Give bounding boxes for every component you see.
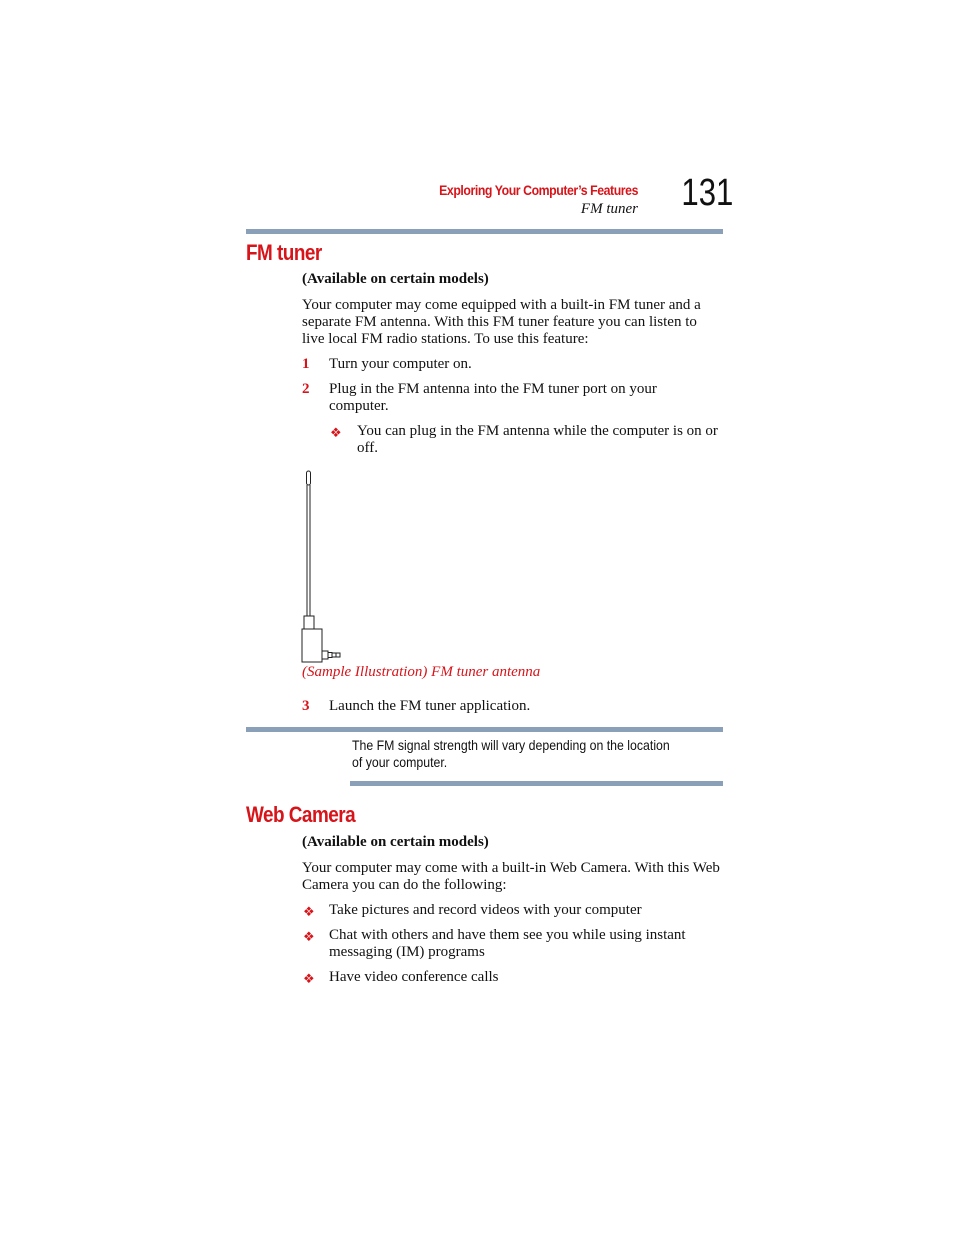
header-rule [246,229,723,234]
list-item: Have video conference calls [329,969,499,985]
fm-tuner-heading: FM tuner [246,240,322,265]
list-item: Take pictures and record videos with your computer [329,902,642,918]
web-camera-availability: (Available on certain models) [302,834,489,850]
bullet-icon: ❖ [330,425,342,440]
fm-tuner-availability: (Available on certain models) [302,271,489,287]
fm-antenna-illustration [296,468,346,666]
note-text: The FM signal strength will vary depending on the location of your computer. [352,737,670,770]
page-number: 131 [681,172,734,214]
note-bottom-rule [350,781,723,786]
fm-tuner-intro: Your computer may come equipped with a built-in FM tuner and a separate FM antenna. With this FM tuner feature you can listen to live local FM radio stations. To use this feature: [302,297,701,347]
running-header-chapter: Exploring Your Computer’s Features [439,182,638,198]
note-top-rule [246,727,723,732]
step-number: 1 [302,356,310,372]
step2-subbullet-text: You can plug in the FM antenna while the computer is on or off. [357,423,718,456]
step-text: Plug in the FM antenna into the FM tuner port on your computer. [329,381,657,414]
web-camera-intro: Your computer may come with a built-in Web Camera. With this Web Camera you can do the following: [302,860,720,893]
web-camera-heading: Web Camera [246,802,356,827]
step-text: Turn your computer on. [329,356,472,372]
step-text: Launch the FM tuner application. [329,698,531,714]
bullet-icon: ❖ [303,904,315,919]
step-number: 3 [302,698,310,714]
bullet-icon: ❖ [303,971,315,986]
step-number: 2 [302,381,310,397]
bullet-icon: ❖ [303,929,315,944]
list-item: Chat with others and have them see you while using instant messaging (IM) programs [329,927,686,960]
antenna-caption: (Sample Illustration) FM tuner antenna [302,664,541,680]
running-header-section: FM tuner [580,201,638,217]
